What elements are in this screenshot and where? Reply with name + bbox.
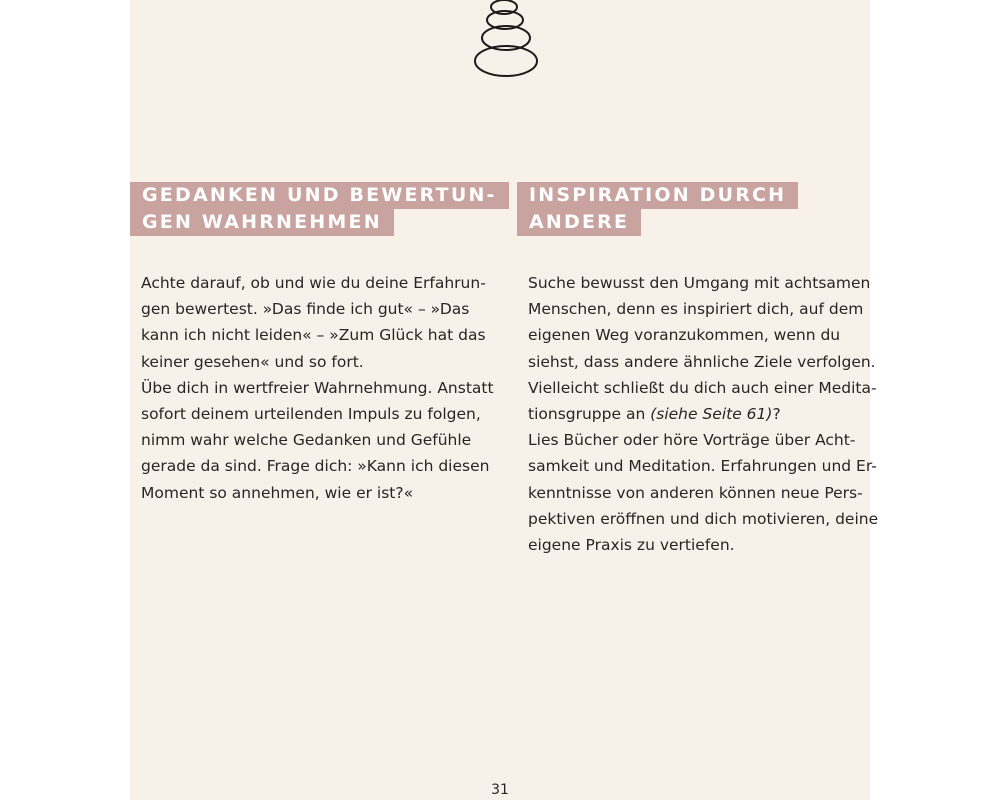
left-heading-line-1: GEDANKEN UND BEWERTUN- <box>130 182 509 209</box>
text-segment: ? <box>772 405 781 424</box>
text-line: gen bewertest. »Das finde ich gut« – »Das <box>141 300 470 319</box>
text-line: pektiven eröffnen und dich motivieren, deine <box>528 509 879 528</box>
text-line: siehst, dass andere ähnliche Ziele verfolgen. <box>528 352 876 371</box>
text-line-with-reference <box>528 401 873 427</box>
text-line: Übe dich in wertfreier Wahrnehmung. Anstatt <box>141 378 494 397</box>
text-segment: tionsgruppe an <box>528 405 651 424</box>
text-line: nimm wahr welche Gedanken und Gefühle <box>141 431 472 450</box>
text-line: Suche bewusst den Umgang mit achtsamen <box>528 274 871 292</box>
text-line: kann ich nicht leiden« – »Zum Glück hat das <box>141 326 486 345</box>
text-line: kenntnisse von anderen können neue Pers- <box>528 483 863 502</box>
text-line: keiner gesehen« und so fort. <box>141 352 364 371</box>
page-number: 31 <box>491 782 509 798</box>
text-line: Lies Bücher oder höre Vorträge über Acht- <box>528 431 856 450</box>
page-reference: (siehe Seite 61) <box>650 405 773 424</box>
text-line: Moment so annehmen, wie er ist?« <box>141 483 414 502</box>
left-heading <box>130 182 509 236</box>
left-body-text <box>141 270 494 506</box>
stacked-stones-icon <box>473 0 543 80</box>
text-line: Vielleicht schließt du dich auch einer Medita- <box>528 378 877 397</box>
text-line: eigenen Weg voranzukommen, wenn du <box>528 326 841 345</box>
text-line: samkeit und Meditation. Erfahrungen und Er- <box>528 457 877 476</box>
text-line: Achte darauf, ob und wie du deine Erfahrun- <box>141 274 486 292</box>
right-heading <box>517 182 798 236</box>
right-heading-line-2: ANDERE <box>517 209 641 236</box>
text-line: gerade da sind. Frage dich: »Kann ich diesen <box>141 457 490 476</box>
text-line: eigene Praxis zu vertiefen. <box>528 536 735 555</box>
text-line: Menschen, denn es inspiriert dich, auf dem <box>528 300 864 319</box>
right-heading-line-1: INSPIRATION DURCH <box>517 182 798 209</box>
left-heading-line-2: GEN WAHRNEHMEN <box>130 209 394 236</box>
right-body-text <box>528 270 879 558</box>
text-line: sofort deinem urteilenden Impuls zu folgen, <box>141 405 481 424</box>
